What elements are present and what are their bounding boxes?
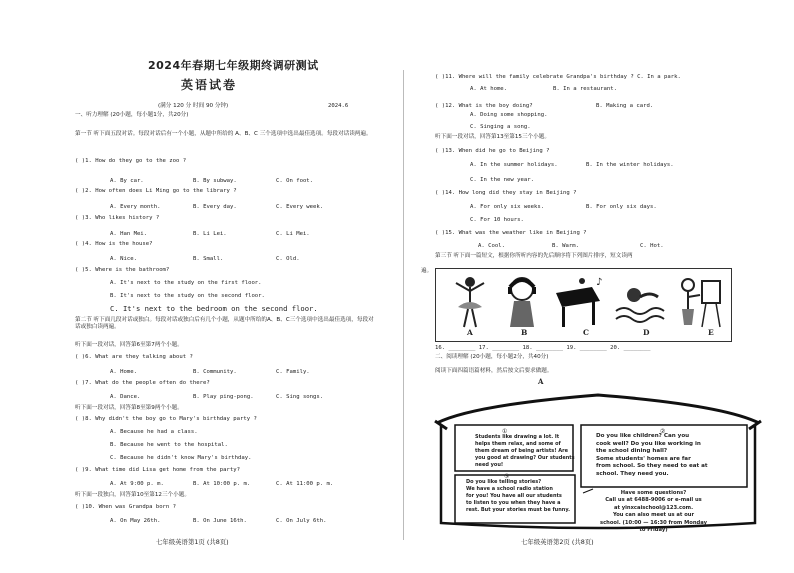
q4-option-a: A. Nice. [110,256,137,262]
section-2-instructions: 第二节 听下面几段对话或独白。每段对话或独白后有几个小题，从题中所给的A、B、C三个选项中选出最佳选项，每段对话或独白读两遍。 [75,317,374,330]
q15-option-b: B. Warm. [552,243,579,249]
q5-option-b: B. It's next to the study on the second floor. [110,293,265,299]
exam-date: 2024.6 [328,103,349,109]
q5-option-c: C. It's next to the bedroom on the second floor. [110,304,318,313]
q1-option-c: C. On foot. [276,178,314,184]
q11-option-a: A. At home. [470,86,508,92]
q14-option-c: C. For 10 hours. [470,217,524,223]
girl-with-headphones-picture [496,273,548,331]
section-3-instructions: 第三节 听下面一篇短文，根据你所听内容的先后顺序将下列图片排序，短文读两 [435,253,633,259]
question-5: ( )5. Where is the bathroom? [75,267,170,273]
q12-option-a: A. Doing some shopping. [470,112,548,118]
ad-2-text: Do you like children? Can you cook well? Do you like working in the school dining hall? Some students' homes are far from school. So they need to eat at school. They need you. [596,433,708,477]
q8-option-c: C. Because he didn't know Mary's birthday. [110,455,252,461]
svg-text:♪: ♪ [596,277,603,288]
picture-label-a: A [467,328,473,337]
passage-a-label: A [538,377,544,386]
q6-option-b: B. Community. [193,369,237,375]
question-14: ( )14. How long did they stay in Beijing ? [435,190,577,196]
q12-option-c: C. Singing a song. [470,124,531,130]
question-3: ( )3. Who likes history ? [75,215,160,221]
swimmer-picture [614,273,666,331]
q4-option-c: C. Old. [276,256,300,262]
page-footer-2: 七年级英语第2页 (共8页) [521,538,594,546]
question-4: ( )4. How is the house? [75,241,153,247]
q11-option-b: B. In a restaurant. [553,86,617,92]
listening-prompt-8-9: 听下面一段对话，回答第8至第9两个小题。 [75,405,183,411]
picture-label-d: D [643,328,650,337]
listening-prompt-6-7: 听下面一段对话，回答第6至第7两个小题。 [75,342,183,348]
page-divider [403,70,404,540]
q15-option-c: C. Hot. [640,243,664,249]
listening-prompt-10-12: 听下面一段独白，回答第10至第12三个小题。 [75,492,190,498]
q8-option-a: A. Because he had a class. [110,429,198,435]
question-2: ( )2. How often does Li Ming go to the library ? [75,188,237,194]
question-7: ( )7. What do the people often do there? [75,380,210,386]
q7-option-a: A. Dance. [110,394,141,400]
part-1-heading: 一、听力理解 (20小题，每小题1分，共20分) [75,112,189,118]
q7-option-c: C. Sing songs. [276,394,324,400]
reading-intro: 阅读下面四篇语篇材料，然后按文后要求做题。 [435,368,553,374]
q2-option-b: B. Every day. [193,204,237,210]
ad-1-number: ① [502,428,508,435]
q2-option-a: A. Every month. [110,204,161,210]
section-3-instructions-cont: 遍。 [421,268,433,274]
q10-option-c: C. On July 6th. [276,518,327,524]
picture-label-b: B [521,328,528,337]
q8-option-b: B. Because he went to the hospital. [110,442,228,448]
part-2-heading: 二、阅读理解 (20小题，每小题2分，共40分) [435,354,549,360]
question-8: ( )8. Why didn't the boy go to Mary's birthday party ? [75,416,257,422]
piano-player-picture [552,273,604,331]
picture-label-c: C [583,328,589,337]
question-12: ( )12. What is the boy doing? [435,103,533,109]
ad-3-text: Do you like telling stories? We have a school radio station for you! You have all our students to listen to you when they have a rest. But your stories must be funny. [466,479,571,513]
listening-prompt-13-15: 听下面一段对话，回答第13至第15三个小题。 [435,134,550,140]
ad-1-text: Students like drawing a lot. It helps them relax, and some of them dream of being artists! Are you good at drawing? Our students need you! [475,434,575,468]
ballet-dancer-picture [444,273,496,331]
ad-3-number: ③ [504,473,510,480]
question-15: ( )15. What was the weather like in Beijing ? [435,230,587,236]
q6-option-a: A. Home. [110,369,137,375]
q14-option-a: A. For only six weeks. [470,204,545,210]
q9-option-b: B. At 10:00 p. m. [193,481,251,487]
q1-option-a: A. By car. [110,178,144,184]
question-10: ( )10. When was Grandpa born ? [75,504,177,510]
section-1-instructions: 第一节 听下面五段对话。每段对话后有一个小题，从题中所给的 A、B、C 三个选项中选出最佳选项。每段对话读两遍。 [75,131,372,137]
page-footer-1: 七年级英语第1页 (共8页) [156,538,229,546]
q7-option-b: B. Play ping-pong. [193,394,254,400]
q13-option-a: A. In the summer holidays. [470,162,558,168]
q14-option-b: B. For only six days. [586,204,657,210]
q10-option-a: A. On May 26th. [110,518,161,524]
question-11: ( )11. Where will the family celebrate Grandpa's birthday ? C. In a park. [435,74,681,80]
question-6: ( )6. What are they talking about ? [75,354,193,360]
subject-title: 英语试卷 [181,78,238,92]
question-13: ( )13. When did he go to Beijing ? [435,148,550,154]
q2-option-c: C. Every week. [276,204,324,210]
q12-option-b: B. Making a card. [596,103,654,109]
q3-option-c: C. Li Mei. [276,231,310,237]
q13-option-b: B. In the winter holidays. [586,162,674,168]
question-1: ( )1. How do they go to the zoo ? [75,158,187,164]
exam-info: (满分 120 分 时间 90 分钟) [158,103,229,109]
q1-option-b: B. By subway. [193,178,237,184]
q9-option-c: C. At 11:00 p. m. [276,481,334,487]
q13-option-c: C. In the new year. [470,177,534,183]
exam-title: 2024年春期七年级期终调研测试 [148,59,319,72]
contact-info-text: Have some questions? Call us at 6488-9006 or e-mail us at yinxcaischool@123.com. You can also meet us at our school. (10:00 — 16:30 from Monday to Friday) [600,490,707,534]
q10-option-b: B. On June 16th. [193,518,247,524]
ad-2-number: ② [660,428,666,435]
q6-option-c: C. Family. [276,369,310,375]
question-9: ( )9. What time did Lisa get home from the party? [75,467,241,473]
q9-option-a: A. At 9:00 p. m. [110,481,164,487]
q5-option-a: A. It's next to the study on the first floor. [110,280,262,286]
picture-label-e: E [708,328,714,337]
q3-option-b: B. Li Lei. [193,231,227,237]
q3-option-a: A. Han Mei. [110,231,148,237]
answer-blanks-16-20: 16. ________ 17. ________ 18. ________ 19. ________ 20. ________ [435,345,651,351]
painting-girl-picture [672,273,724,331]
q4-option-b: B. Small. [193,256,224,262]
q15-option-a: A. Cool. [478,243,505,249]
